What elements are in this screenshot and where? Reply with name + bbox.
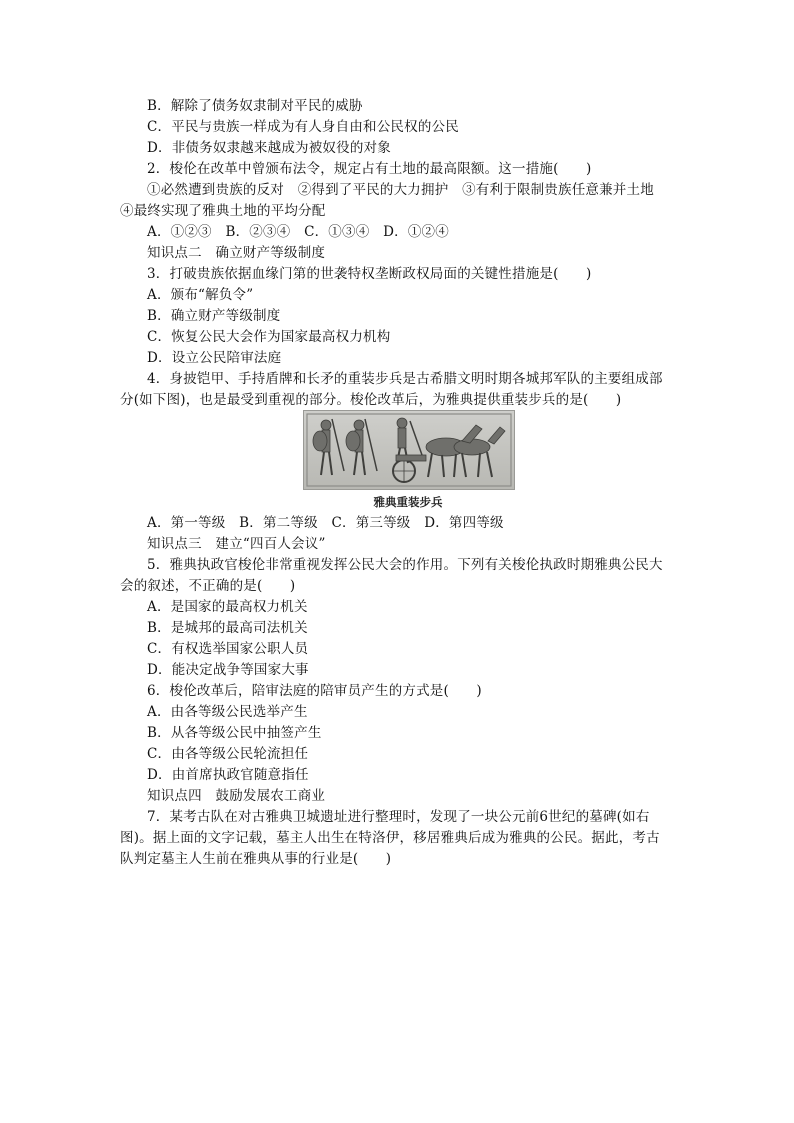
question-5-line-1: 5．雅典执政官梭伦非常重视发挥公民大会的作用。下列有关梭伦执政时期雅典公民大 [147,557,663,573]
question-2-statements-1: ①必然遭到贵族的反对 ②得到了平民的大力拥护 ③有利于限制贵族任意兼并土地 [147,182,654,198]
option-b-q1: B．解除了债务奴隶制对平民的威胁 [147,98,363,114]
question-4-line-1: 4．身披铠甲、手持盾牌和长矛的重装步兵是古希腊文明时期各城邦军队的主要组成部 [147,371,663,387]
question-7-line-3: 队判定墓主人生前在雅典从事的行业是( ) [120,851,392,867]
question-2-options: A．①②③ B．②③④ C．①③④ D．①②④ [147,224,449,240]
question-2-statements-2: ④最终实现了雅典土地的平均分配 [120,203,326,219]
question-4-options: A．第一等级 B．第二等级 C．第三等级 D．第四等级 [147,515,504,531]
question-2: 2．梭伦在改革中曾颁布法令，规定占有土地的最高限额。这一措施( ) [147,161,592,177]
option-c-q1: C．平民与贵族一样成为有人身自由和公民权的公民 [147,119,459,135]
option-b-q6: B．从各等级公民中抽签产生 [147,725,322,741]
option-b-q3: B．确立财产等级制度 [147,308,281,324]
option-d-q5: D．能决定战争等国家大事 [147,662,309,678]
section-heading-4: 知识点四 鼓励发展农工商业 [147,788,326,804]
option-a-q5: A．是国家的最高权力机关 [147,599,308,615]
question-5-line-2: 会的叙述，不正确的是( ) [120,578,296,594]
section-heading-2: 知识点二 确立财产等级制度 [147,245,326,261]
question-7-line-2: 图)。据上面的文字记载，墓主人出生在特洛伊，移居雅典后成为雅典的公民。据此，考古 [120,830,660,846]
question-7-line-1: 7．某考古队在对古雅典卫城遗址进行整理时，发现了一块公元前6世纪的墓碑(如右 [147,809,650,825]
option-d-q6: D．由首席执政官随意指任 [147,767,309,783]
option-d-q1: D．非债务奴隶越来越成为被奴役的对象 [147,140,391,156]
question-3: 3．打破贵族依据血缘门第的世袭特权垄断政权局面的关键性措施是( ) [147,266,592,282]
option-a-q6: A．由各等级公民选举产生 [147,704,308,720]
relief-carving-hoplites-chariot-icon [304,411,514,489]
option-b-q5: B．是城邦的最高司法机关 [147,620,308,636]
hoplite-relief-image [303,410,515,490]
option-c-q6: C．由各等级公民轮流担任 [147,746,309,762]
option-c-q3: C．恢复公民大会作为国家最高权力机构 [147,329,391,345]
question-6: 6．梭伦改革后，陪审法庭的陪审员产生的方式是( ) [147,683,482,699]
section-heading-3: 知识点三 建立“四百人会议” [147,536,326,552]
option-c-q5: C．有权选举国家公职人员 [147,641,309,657]
option-a-q3: A．颁布“解负令” [147,287,254,303]
option-d-q3: D．设立公民陪审法庭 [147,350,282,366]
figure-caption: 雅典重装步兵 [373,495,443,509]
question-4-line-2: 分(如下图)，也是最受到重视的部分。梭伦改革后，为雅典提供重装步兵的是( ) [120,392,622,408]
